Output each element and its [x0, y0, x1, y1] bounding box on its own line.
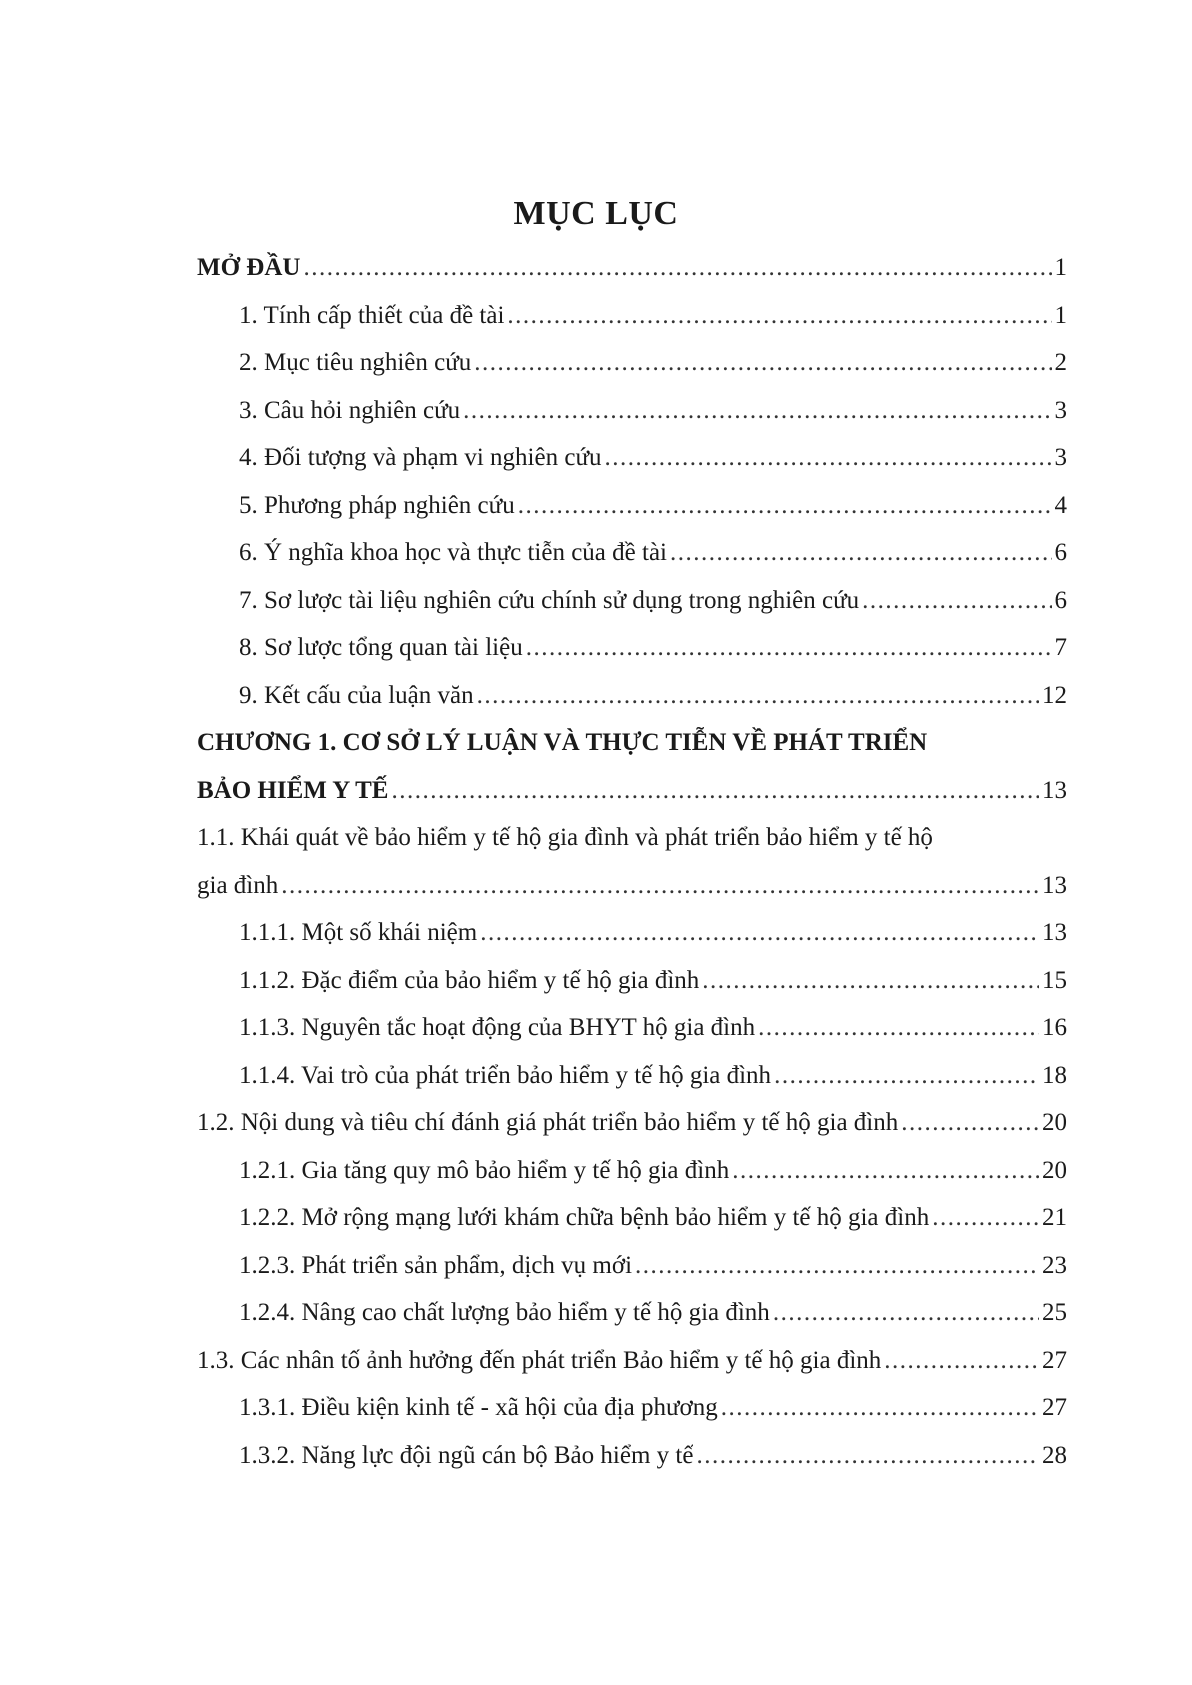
- toc-entry[interactable]: [197, 1384, 1067, 1432]
- dot-leader: [474, 339, 1051, 387]
- toc-page-number: 1: [1054, 301, 1067, 329]
- toc-page-number: 12: [1042, 681, 1067, 709]
- toc-entry-text: 1.3. Các nhân tố ảnh hưởng đến phát triển Bảo hiểm y tế hộ gia đình: [197, 1346, 882, 1374]
- toc-entry-line: [197, 719, 1067, 767]
- toc-entry-text: 1.3.1. Điều kiện kinh tế - xã hội của địa phương: [239, 1394, 718, 1421]
- toc-entry-text: MỞ ĐẦU: [197, 254, 301, 281]
- dot-leader: [477, 672, 1039, 720]
- toc-entry[interactable]: [197, 339, 1067, 387]
- dot-leader: [774, 1052, 1039, 1100]
- toc-entry[interactable]: [197, 292, 1067, 340]
- toc-page-number: 6: [1054, 539, 1067, 566]
- toc-page-number: 23: [1042, 1251, 1067, 1279]
- toc-entry-text: 1.2.3. Phát triển sản phẩm, dịch vụ mới: [239, 1251, 633, 1279]
- toc-page-number: 13: [1042, 776, 1067, 804]
- toc-entry[interactable]: [197, 624, 1067, 672]
- dot-leader: [758, 1004, 1039, 1052]
- dot-leader: [463, 387, 1051, 435]
- toc-entry[interactable]: [197, 1289, 1067, 1337]
- toc-entry[interactable]: [197, 767, 1067, 815]
- toc-page-number: 16: [1042, 1014, 1067, 1041]
- dot-leader: [773, 1289, 1039, 1337]
- page-title: MỤC LỤC: [513, 195, 679, 232]
- toc-entry-text: 9. Kết cấu của luận văn: [239, 681, 474, 709]
- toc-page-number: 27: [1042, 1346, 1067, 1374]
- toc-page-number: 28: [1042, 1441, 1067, 1469]
- toc-entry-text: 2. Mục tiêu nghiên cứu: [239, 349, 472, 376]
- toc-page-number: 6: [1054, 586, 1067, 614]
- toc-entry-text: 4. Đối tượng và phạm vi nghiên cứu: [239, 444, 602, 471]
- dot-leader: [518, 482, 1052, 530]
- dot-leader: [526, 624, 1052, 672]
- dot-leader: [721, 1384, 1039, 1432]
- toc-entry-text: BẢO HIỂM Y TẾ: [197, 776, 389, 804]
- toc-page-number: 13: [1042, 871, 1067, 899]
- toc-entry[interactable]: [197, 1432, 1067, 1480]
- toc-entry[interactable]: [197, 1194, 1067, 1242]
- toc-entry-line: [197, 814, 1067, 862]
- toc-page-number: 3: [1054, 444, 1067, 471]
- toc-entry[interactable]: [197, 387, 1067, 435]
- toc-entry-text: 1.2.2. Mở rộng mạng lưới khám chữa bệnh bảo hiểm y tế hộ gia đình: [239, 1204, 930, 1231]
- toc-entry-text: 1.1.4. Vai trò của phát triển bảo hiểm y tế hộ gia đình: [239, 1061, 772, 1089]
- toc-entry[interactable]: [197, 482, 1067, 530]
- toc-page-number: 21: [1042, 1204, 1067, 1231]
- dot-leader: [702, 957, 1039, 1005]
- dot-leader: [932, 1194, 1039, 1242]
- toc-page-number: 7: [1054, 634, 1067, 661]
- toc-page-number: 1: [1054, 254, 1067, 281]
- toc-entry-text: CHƯƠNG 1. CƠ SỞ LÝ LUẬN VÀ THỰC TIỄN VỀ PHÁT TRIỂN: [197, 729, 928, 756]
- toc-entry-text: 7. Sơ lược tài liệu nghiên cứu chính sử dụng trong nghiên cứu: [239, 586, 860, 614]
- dot-leader: [862, 577, 1051, 625]
- toc-entry[interactable]: [197, 1337, 1067, 1385]
- toc-page-number: 4: [1054, 491, 1067, 519]
- dot-leader: [696, 1432, 1039, 1480]
- dot-leader: [281, 862, 1039, 910]
- toc-entry[interactable]: [197, 1052, 1067, 1100]
- toc-entry[interactable]: [197, 1147, 1067, 1195]
- toc-entry[interactable]: [197, 909, 1067, 957]
- dot-leader: [605, 434, 1052, 482]
- dot-leader: [303, 244, 1051, 292]
- toc-entry-text: 3. Câu hỏi nghiên cứu: [239, 396, 461, 424]
- dot-leader: [507, 292, 1051, 340]
- toc-page-number: 20: [1042, 1109, 1067, 1136]
- toc-page-number: 25: [1042, 1299, 1067, 1326]
- toc-entry[interactable]: [197, 529, 1067, 577]
- toc-entry-text: 1.3.2. Năng lực đội ngũ cán bộ Bảo hiểm y tế: [239, 1441, 694, 1469]
- toc-entry[interactable]: [197, 957, 1067, 1005]
- toc-entry-text: 6. Ý nghĩa khoa học và thực tiễn của đề tài: [239, 539, 667, 566]
- toc-entry-text: 1.1.1. Một số khái niệm: [239, 919, 478, 946]
- toc-entry-text: 1.2.1. Gia tăng quy mô bảo hiểm y tế hộ gia đình: [239, 1156, 730, 1184]
- toc-page-number: 20: [1042, 1156, 1067, 1184]
- dot-leader: [480, 909, 1039, 957]
- dot-leader: [635, 1242, 1039, 1290]
- toc-entry[interactable]: [197, 672, 1067, 720]
- toc-page-number: 2: [1054, 349, 1067, 376]
- dot-leader: [884, 1337, 1039, 1385]
- toc-entry-text: 1.1.2. Đặc điểm của bảo hiểm y tế hộ gia đình: [239, 966, 700, 994]
- toc-entry-text: gia đình: [197, 871, 279, 899]
- toc-entry-text: 1.1.3. Nguyên tắc hoạt động của BHYT hộ gia đình: [239, 1014, 756, 1041]
- table-of-contents: [197, 244, 1067, 1479]
- dot-leader: [391, 767, 1039, 815]
- dot-leader: [670, 529, 1052, 577]
- toc-entry-text: 5. Phương pháp nghiên cứu: [239, 491, 515, 519]
- toc-page-number: 27: [1042, 1394, 1067, 1421]
- toc-entry[interactable]: [197, 244, 1067, 292]
- toc-entry-text: 1.1. Khái quát về bảo hiểm y tế hộ gia đình và phát triển bảo hiểm y tế hộ: [197, 824, 933, 851]
- toc-entry[interactable]: [197, 862, 1067, 910]
- toc-entry-text: 8. Sơ lược tổng quan tài liệu: [239, 634, 523, 661]
- toc-page-number: 18: [1042, 1061, 1067, 1089]
- toc-entry[interactable]: [197, 1004, 1067, 1052]
- toc-entry-text: 1. Tính cấp thiết của đề tài: [239, 301, 505, 329]
- toc-entry[interactable]: [197, 434, 1067, 482]
- toc-entry-text: 1.2.4. Nâng cao chất lượng bảo hiểm y tế hộ gia đình: [239, 1299, 770, 1326]
- toc-page-number: 15: [1042, 966, 1067, 994]
- toc-entry[interactable]: [197, 1242, 1067, 1290]
- dot-leader: [732, 1147, 1039, 1195]
- toc-page-number: 3: [1054, 396, 1067, 424]
- toc-entry[interactable]: [197, 577, 1067, 625]
- toc-page-number: 13: [1042, 919, 1067, 946]
- toc-entry-text: 1.2. Nội dung và tiêu chí đánh giá phát triển bảo hiểm y tế hộ gia đình: [197, 1109, 899, 1136]
- toc-entry[interactable]: [197, 1099, 1067, 1147]
- dot-leader: [901, 1099, 1039, 1147]
